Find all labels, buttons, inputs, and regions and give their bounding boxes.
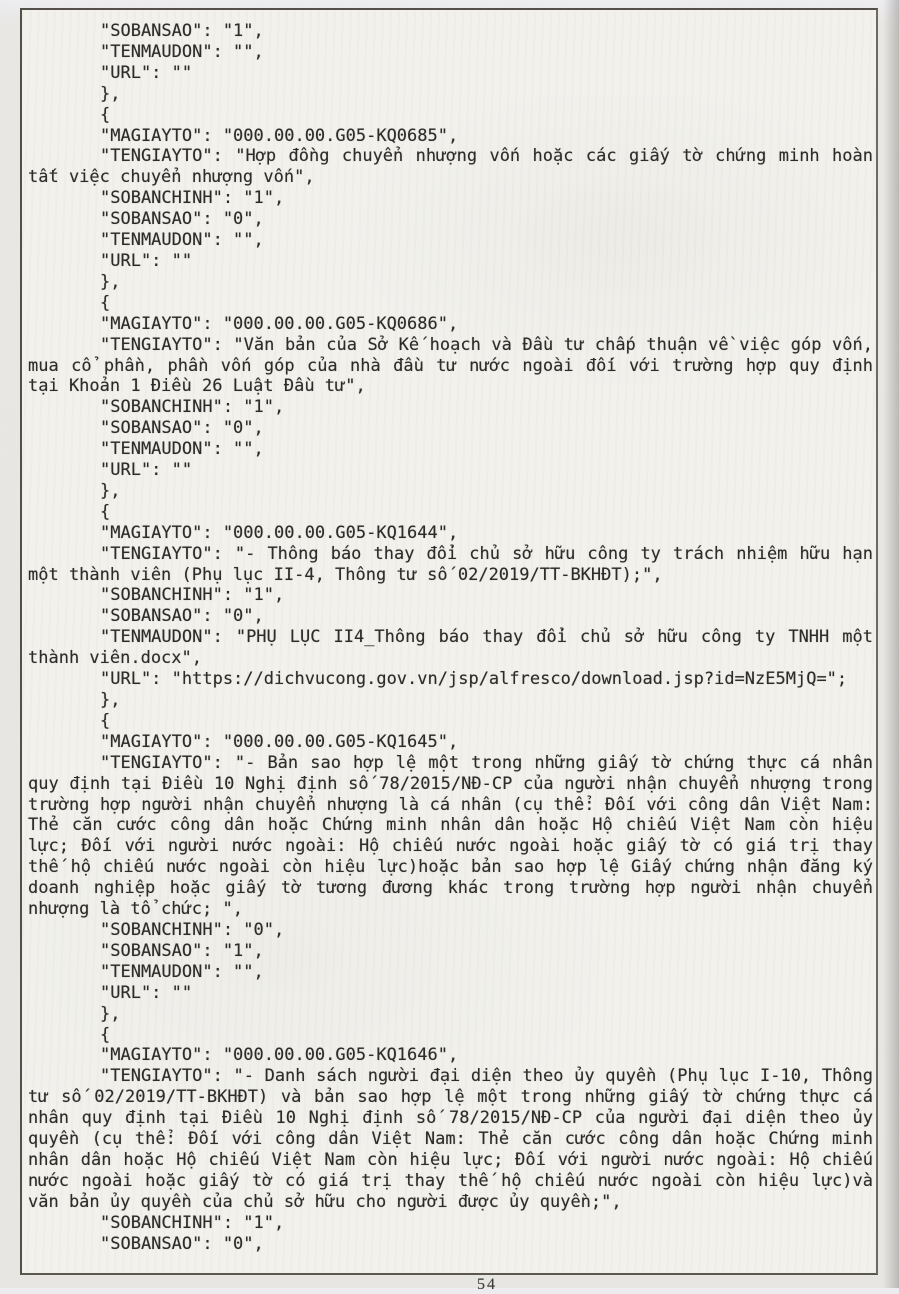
code-line: "URL": ""	[100, 62, 193, 83]
code-line: },	[100, 271, 121, 292]
code-line: "SOBANSAO": "0",	[100, 606, 264, 627]
code-line: "URL": ""	[100, 250, 193, 271]
code-line: "MAGIAYTO": "000.00.00.G05-KQ0686",	[100, 313, 459, 334]
code-line: "SOBANCHINH": "0",	[100, 919, 285, 940]
scanned-document-page	[20, 8, 878, 1275]
code-line: "TENGIAYTO": "Văn bản của Sở Kế hoạch và Đầu tư chấp thuận về việc góp vốn, mua cổ phần, phần vốn góp của nhà đầu tư nước ngoài đối với trường hợp quy định tại Khoản 1 Điều 26 Luật Đầu tư",	[28, 334, 873, 397]
scan-edge-shadow	[883, 0, 899, 1288]
code-line: "TENGIAYTO": "- Danh sách người đại diện theo ủy quyền (Phụ lục I-10, Thông tư số 02/2019/TT-BKHĐT) và bản sao hợp lệ một trong những giấy tờ chứng thực cá nhân quy định tại Điều 10 Nghị định số 78/2015/NĐ-CP của người đại diện theo ủy quyền (cụ thể: Đối với công dân Việt Nam: Thẻ căn cước công dân hoặc Chứng minh nhân dân hoặc Hộ chiếu Việt Nam còn hiệu lực; Đối với người nước ngoài: Hộ chiếu nước ngoài hoặc giấy tờ có giá trị thay thế hộ chiếu nước ngoài còn hiệu lực)và văn bản ủy quyền của chủ sở hữu cho người được ủy quyền;",	[28, 1066, 873, 1212]
code-line: "TENMAUDON": "",	[100, 41, 264, 62]
code-line: "MAGIAYTO": "000.00.00.G05-KQ1646",	[100, 1045, 459, 1066]
code-line: "TENGIAYTO": "- Thông báo thay đổi chủ sở hữu công ty trách nhiệm hữu hạn một thành viên (Phụ lục II-4, Thông tư số 02/2019/TT-BKHĐT);",	[28, 543, 873, 585]
code-line: "SOBANSAO": "0",	[100, 418, 264, 439]
code-line: "TENMAUDON": "",	[100, 230, 264, 251]
code-line: "TENMAUDON": "",	[100, 961, 264, 982]
code-line: },	[100, 1003, 121, 1024]
code-line: {	[100, 104, 111, 125]
code-line: "SOBANCHINH": "1",	[100, 188, 285, 209]
code-line: },	[100, 690, 121, 710]
code-line: "TENGIAYTO": "Hợp đồng chuyển nhượng vốn hoặc các giấy tờ chứng minh hoàn tất việc chuyển nhượng vốn",	[28, 146, 873, 188]
code-line: {	[100, 501, 111, 522]
code-line: "SOBANSAO": "1",	[100, 21, 264, 41]
code-line: "TENMAUDON": "PHỤ LỤC II4_Thông báo thay đổi chủ sở hữu công ty TNHH một thành viên.docx",	[28, 627, 873, 669]
page-number: 54	[477, 1276, 497, 1293]
code-line: {	[100, 1024, 111, 1045]
json-code-listing	[28, 21, 873, 1254]
code-line: "URL": ""	[100, 982, 193, 1003]
code-line: "SOBANCHINH": "1",	[100, 585, 285, 606]
code-line: "SOBANCHINH": "1",	[100, 397, 285, 418]
code-line: "TENGIAYTO": "- Bản sao hợp lệ một trong những giấy tờ chứng thực cá nhân quy định tại Điều 10 Nghị định số 78/2015/NĐ-CP của người nhận chuyển nhượng trong trường hợp người nhận chuyển nhượng là cá nhân (cụ thể: Đối với công dân Việt Nam: Thẻ căn cước công dân hoặc Chứng minh nhân dân hoặc Hộ chiếu Việt Nam còn hiệu lực; Đối với người nước ngoài: Hộ chiếu nước ngoài hoặc giấy tờ có giá trị thay thế hộ chiếu nước ngoài còn hiệu lực)hoặc bản sao hợp lệ Giấy chứng nhận đăng ký doanh nghiệp hoặc giấy tờ tương đương khác trong trường hợp người nhận chuyển nhượng là tổ chức; ",	[28, 752, 873, 920]
code-line: },	[100, 480, 121, 501]
code-line: },	[100, 83, 121, 104]
code-line: "SOBANSAO": "0",	[100, 209, 264, 230]
code-line: "MAGIAYTO": "000.00.00.G05-KQ0685",	[100, 125, 459, 146]
code-line: {	[100, 710, 111, 731]
code-line: "SOBANCHINH": "1",	[100, 1212, 285, 1233]
code-line: "MAGIAYTO": "000.00.00.G05-KQ1645",	[100, 731, 459, 752]
code-line: {	[100, 292, 111, 313]
code-line: "MAGIAYTO": "000.00.00.G05-KQ1644",	[100, 522, 459, 543]
code-line: "SOBANSAO": "1",	[100, 940, 264, 961]
code-line: "URL": ""	[100, 460, 193, 481]
code-line: "SOBANSAO": "0",	[100, 1233, 264, 1254]
code-line: "URL": "https://dichvucong.gov.vn/jsp/alfresco/download.jsp?id=NzE5MjQ=";	[100, 669, 848, 690]
code-line: "TENMAUDON": "",	[100, 439, 264, 460]
